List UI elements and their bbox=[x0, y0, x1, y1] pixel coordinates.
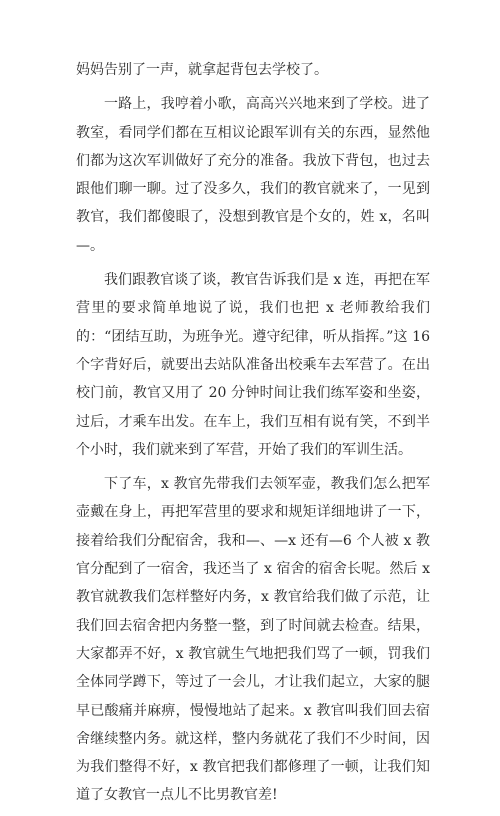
paragraph-2: 一路上，我哼着小歌，高高兴兴地来到了学校。进了教室，看同学们都在互相议论跟军训有关的东西，显然他们都为这次军训做好了充分的准备。我放下背包，也过去跟他们聊一聊。过了没多久，我们的教官就来了，一见到教官，我们都傻眼了，没想到教官是个女的，姓 x，名叫—。 bbox=[76, 96, 430, 254]
paragraph-1: 妈妈告别了一声，就拿起背包去学校了。 bbox=[76, 62, 328, 78]
paragraph-3: 我们跟教官谈了谈，教官告诉我们是 x 连，再把在军营里的要求简单地说了说，我们也把 x 老师教给我们的：“团结互助，为班争光。遵守纪律，听从指挥。”这 16 个字背好后，就要出去站队准备出校乘车去军营了。在出校门前，教官又用了 20 分钟时间让我们练军姿和坐姿，过后，才乘车出发。在车上，我们互相有说有笑，不到半个小时，我们就来到了军营，开始了我们的军训生活。 bbox=[76, 272, 430, 458]
paragraph-4: 下了车，x 教官先带我们去领军壶，教我们怎么把军壶戴在身上，再把军营里的要求和规矩详细地讲了一下，接着给我们分配宿舍，我和—、—x 还有—6 个人被 x 教官分配到了一宿舍，我还当了 x 宿舍的宿舍长呢。然后 x 教官就教我们怎样整好内务，x 教官给我们做了示范，让我们回去宿舍把内务整一整，到了时间就去检查。结果，大家都弄不好，x 教官就生气地把我们骂了一顿，罚我们全体同学蹲下，等过了一会儿，才让我们起立，大家的腿早已酸痛并麻痹，慢慢地站了起来。x 教官叫我们回去宿舍继续整内务。就这样，整内务就花了我们不少时间，因为我们整得不好，x 教官把我们都修理了一顿，让我们知道了女教官一点儿不比男教官差! bbox=[76, 476, 430, 804]
document-body bbox=[76, 56, 430, 816]
